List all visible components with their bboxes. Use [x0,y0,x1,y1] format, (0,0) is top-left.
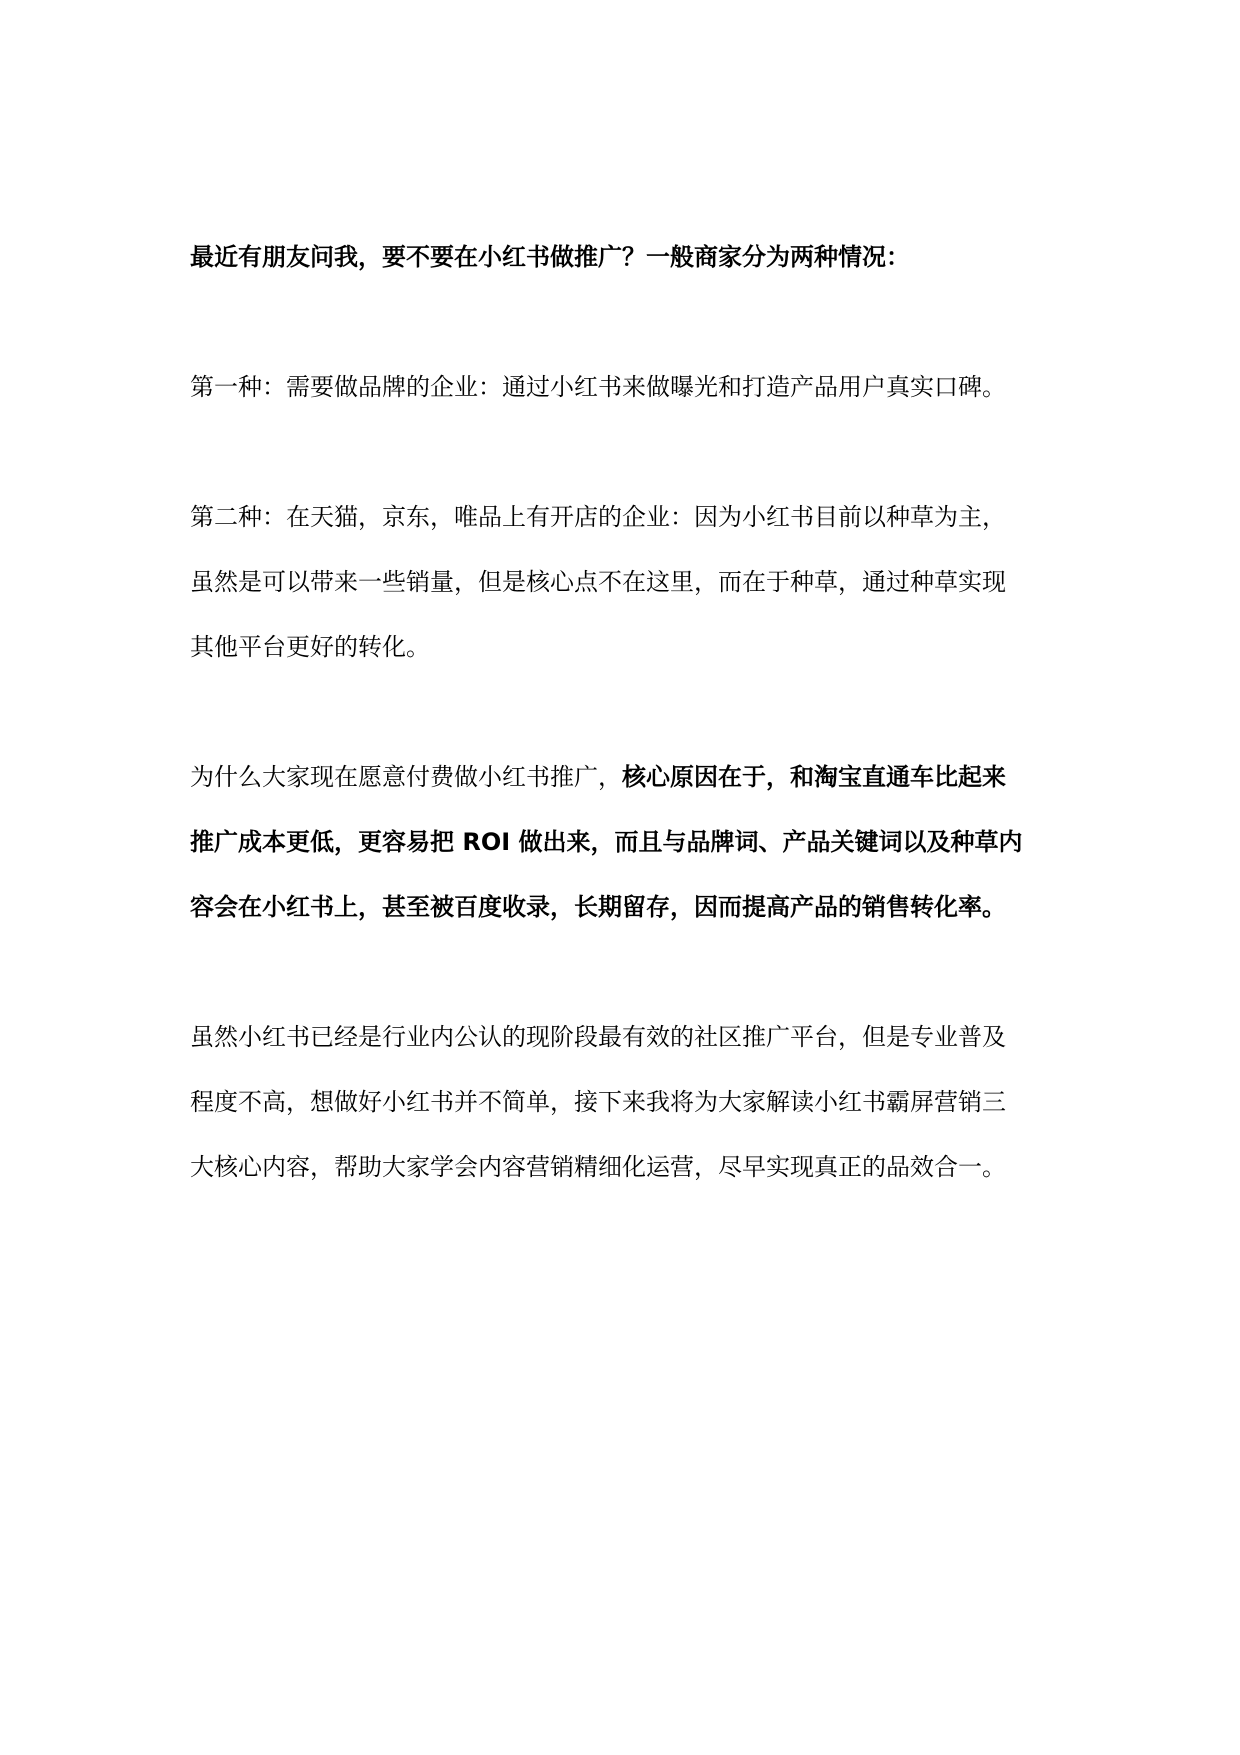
document-body [190,225,1070,1265]
why-pay-line-2: 推广成本更低，更容易把 ROI 做出来，而且与品牌词、产品关键词以及种草内 [190,828,1023,856]
type-two-line-3: 其他平台更好的转化。 [190,633,430,661]
conclusion-line-3: 大核心内容，帮助大家学会内容营销精细化运营，尽早实现真正的品效合一。 [190,1153,1006,1181]
why-pay-paragraph [190,745,1070,940]
type-two-line-2: 虽然是可以带来一些销量，但是核心点不在这里，而在于种草，通过种草实现 [190,568,1006,596]
intro-paragraph [190,225,1070,290]
intro-line: 最近有朋友问我，要不要在小红书做推广？一般商家分为两种情况： [190,243,910,271]
type-two-line-1: 第二种：在天猫，京东，唯品上有开店的企业：因为小红书目前以种草为主， [190,503,1006,531]
why-pay-normal-text: 为什么大家现在愿意付费做小红书推广， [190,763,622,791]
conclusion-line-1: 虽然小红书已经是行业内公认的现阶段最有效的社区推广平台，但是专业普及 [190,1023,1006,1051]
type-one-paragraph [190,355,1070,420]
why-pay-line-1 [190,745,1070,810]
conclusion-line-2: 程度不高，想做好小红书并不简单，接下来我将为大家解读小红书霸屏营销三 [190,1088,1006,1116]
type-one-line: 第一种：需要做品牌的企业：通过小红书来做曝光和打造产品用户真实口碑。 [190,373,1006,401]
type-two-paragraph [190,485,1070,680]
conclusion-paragraph [190,1005,1070,1200]
why-pay-bold-text: 核心原因在于，和淘宝直通车比起来 [622,763,1006,791]
why-pay-line-3: 容会在小红书上，甚至被百度收录，长期留存，因而提高产品的销售转化率。 [190,893,1006,921]
